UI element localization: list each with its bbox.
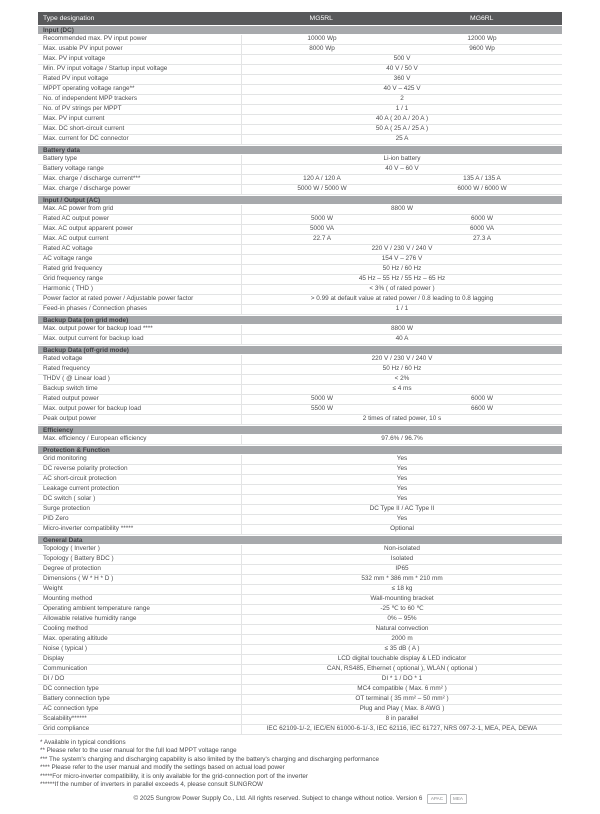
spec-label: Cooling method <box>43 625 88 633</box>
spec-value: Plug and Play ( Max. 8 AWG ) <box>359 705 445 713</box>
spec-value: Yes <box>396 485 408 493</box>
spec-row <box>38 675 562 685</box>
spec-row <box>38 95 562 105</box>
spec-values <box>241 185 562 194</box>
spec-values <box>241 495 562 504</box>
spec-values <box>241 135 562 144</box>
spec-value: 45 Hz – 55 Hz / 55 Hz – 65 Hz <box>358 275 446 283</box>
spec-row <box>38 245 562 255</box>
spec-row <box>38 205 562 215</box>
spec-value: 50 A ( 25 A / 25 A ) <box>375 125 429 133</box>
spec-row <box>38 405 562 415</box>
spec-row <box>38 575 562 585</box>
spec-row <box>38 295 562 305</box>
spec-value: 1 / 1 <box>395 105 409 113</box>
spec-values <box>241 575 562 584</box>
spec-label: Max. current for DC connector <box>43 135 129 143</box>
spec-row <box>38 115 562 125</box>
spec-value: 2 <box>400 95 404 103</box>
spec-values <box>241 295 562 304</box>
spec-values <box>241 585 562 594</box>
spec-label: Dimensions ( W * H * D ) <box>43 575 114 583</box>
spec-values <box>241 375 562 384</box>
spec-values <box>241 385 562 394</box>
section-header: Input / Output (AC) <box>38 195 562 205</box>
spec-row <box>38 85 562 95</box>
spec-row <box>38 565 562 575</box>
spec-value: 97.6% / 96.7% <box>381 435 423 443</box>
spec-values <box>241 565 562 574</box>
spec-row <box>38 505 562 515</box>
section-header: Backup Data (off-grid mode) <box>38 345 562 355</box>
spec-value: 40 V – 425 V <box>383 85 421 93</box>
spec-values <box>241 435 562 444</box>
spec-label: Grid frequency range <box>43 275 104 283</box>
spec-values <box>241 275 562 284</box>
spec-label: Max. DC short-circuit current <box>43 125 125 133</box>
spec-row <box>38 155 562 165</box>
spec-label: Rated output power <box>43 395 99 403</box>
spec-label: Display <box>43 655 64 663</box>
spec-values <box>241 235 562 244</box>
spec-row <box>38 275 562 285</box>
spec-value: 6000 W / 6000 W <box>457 185 507 193</box>
spec-row <box>38 605 562 615</box>
spec-row <box>38 435 562 445</box>
spec-label: Harmonic ( THD ) <box>43 285 93 293</box>
spec-values <box>241 285 562 294</box>
spec-row <box>38 525 562 535</box>
spec-values <box>241 525 562 534</box>
spec-row <box>38 325 562 335</box>
spec-values <box>241 215 562 224</box>
spec-label: AC voltage range <box>43 255 93 263</box>
spec-value: 50 Hz / 60 Hz <box>382 365 422 373</box>
spec-values <box>241 335 562 344</box>
spec-value: 27.3 A <box>472 235 492 243</box>
spec-value: 500 V <box>393 55 411 63</box>
spec-values <box>241 85 562 94</box>
spec-value: 154 V – 276 V <box>381 255 423 263</box>
spec-values <box>241 65 562 74</box>
footnotes <box>40 739 564 789</box>
section-header: General Data <box>38 535 562 545</box>
spec-row <box>38 125 562 135</box>
spec-values <box>241 505 562 514</box>
spec-value: 220 V / 230 V / 240 V <box>371 245 433 253</box>
spec-label: Peak output power <box>43 415 97 423</box>
spec-value: 220 V / 230 V / 240 V <box>371 355 433 363</box>
spec-label: Weight <box>43 585 63 593</box>
footer <box>0 794 600 804</box>
footnote-line: ** Please refer to the user manual for the full load MPPT voltage range <box>40 747 237 755</box>
spec-row <box>38 215 562 225</box>
spec-label: Noise ( typical ) <box>43 645 88 653</box>
spec-values <box>241 605 562 614</box>
spec-values <box>241 725 562 734</box>
spec-row <box>38 165 562 175</box>
spec-values <box>241 265 562 274</box>
spec-values <box>241 175 562 184</box>
spec-value: Isolated <box>390 555 414 563</box>
spec-label: Power factor at rated power / Adjustable power factor <box>43 295 194 303</box>
spec-values <box>241 455 562 464</box>
spec-values <box>241 95 562 104</box>
spec-values <box>241 405 562 414</box>
spec-row <box>38 185 562 195</box>
spec-label: Topology ( Inverter ) <box>43 545 100 553</box>
spec-value: Optional <box>390 525 414 533</box>
spec-value: 40 A <box>395 335 409 343</box>
spec-row <box>38 35 562 45</box>
spec-label: Max. output power for backup load **** <box>43 325 153 333</box>
spec-row <box>38 175 562 185</box>
spec-label: DI / DO <box>43 675 65 683</box>
spec-row <box>38 685 562 695</box>
spec-row <box>38 705 562 715</box>
spec-row <box>38 695 562 705</box>
spec-row <box>38 495 562 505</box>
section-header: Efficiency <box>38 425 562 435</box>
spec-value: Yes <box>396 515 408 523</box>
spec-label: Max. charge / discharge current*** <box>43 175 141 183</box>
spec-value: 22.7 A <box>312 235 332 243</box>
footnote-line: **** Please refer to the user manual and modify the settings based on actual load power <box>40 764 285 772</box>
section-header: Backup Data (on grid mode) <box>38 315 562 325</box>
spec-values <box>241 555 562 564</box>
spec-value: < 2% <box>394 375 410 383</box>
spec-values <box>241 415 562 424</box>
spec-row <box>38 75 562 85</box>
region-badge: MEA <box>450 794 467 804</box>
spec-label: Max. AC output apparent power <box>43 225 133 233</box>
spec-value: Yes <box>396 455 408 463</box>
spec-value: < 3% ( of rated power ) <box>369 285 435 293</box>
spec-values <box>241 485 562 494</box>
spec-row <box>38 385 562 395</box>
spec-row <box>38 305 562 315</box>
spec-table-body <box>38 25 562 735</box>
spec-value: 5500 W <box>310 405 334 413</box>
spec-values <box>241 475 562 484</box>
spec-values <box>241 355 562 364</box>
spec-label: Backup switch time <box>43 385 98 393</box>
spec-values <box>241 55 562 64</box>
spec-value: -25 ℃ to 60 ℃ <box>380 605 424 613</box>
spec-label: MPPT operating voltage range** <box>43 85 135 93</box>
spec-values <box>241 35 562 44</box>
spec-label: Rated frequency <box>43 365 90 373</box>
spec-value: 8000 Wp <box>309 45 335 53</box>
spec-values <box>241 155 562 164</box>
spec-value: Yes <box>396 495 408 503</box>
spec-label: Max. charge / discharge power <box>43 185 131 193</box>
spec-value: > 0.99 at default value at rated power / 0.8 leading to 0.8 lagging <box>310 295 494 303</box>
header-type-designation: Type designation <box>43 15 95 22</box>
spec-row <box>38 395 562 405</box>
spec-value: 6000 VA <box>469 225 495 233</box>
spec-label: Max. output power for backup load <box>43 405 142 413</box>
spec-value: CAN, RS485, Ethernet ( optional ), WLAN ( optional ) <box>326 665 478 673</box>
spec-label: Max. output current for backup load <box>43 335 144 343</box>
spec-value: ≤ 4 ms <box>392 385 412 393</box>
spec-values <box>241 325 562 334</box>
spec-value: 40 V – 60 V <box>385 165 419 173</box>
spec-value: LCD digital touchable display & LED indicator <box>337 655 467 663</box>
spec-values <box>241 685 562 694</box>
spec-value: 0% – 95% <box>387 615 417 623</box>
spec-row <box>38 355 562 365</box>
spec-label: Micro-inverter compatibility ***** <box>43 525 134 533</box>
spec-values <box>241 715 562 724</box>
spec-values <box>241 465 562 474</box>
spec-label: Leakage current protection <box>43 485 120 493</box>
header-model-mg6rl: MG6RL <box>470 15 494 22</box>
spec-value: DC Type II / AC Type II <box>369 505 435 513</box>
spec-label: Battery type <box>43 155 78 163</box>
spec-values <box>241 305 562 314</box>
spec-value: IEC 62109-1/-2, IEC/EN 61000-6-1/-3, IEC 62116, IEC 61727, NRS 097-2-1, MEA, PEA, DEWA <box>266 725 538 733</box>
spec-values <box>241 705 562 714</box>
spec-label: Rated AC output power <box>43 215 110 223</box>
copyright-text: © 2025 Sungrow Power Supply Co., Ltd. All rights reserved. Subject to change without notice. Version 6 <box>133 795 423 803</box>
spec-value: 5000 VA <box>309 225 335 233</box>
spec-label: DC connection type <box>43 685 99 693</box>
spec-value: 120 A / 120 A <box>303 175 341 183</box>
spec-row <box>38 455 562 465</box>
spec-label: Battery voltage range <box>43 165 104 173</box>
spec-values <box>241 255 562 264</box>
spec-row <box>38 255 562 265</box>
spec-row <box>38 475 562 485</box>
spec-value: 6600 W <box>470 405 494 413</box>
spec-label: Communication <box>43 665 88 673</box>
spec-value: 10000 Wp <box>307 35 337 43</box>
spec-row <box>38 655 562 665</box>
spec-label: Rated PV input voltage <box>43 75 109 83</box>
spec-row <box>38 375 562 385</box>
spec-row <box>38 415 562 425</box>
spec-row <box>38 465 562 475</box>
spec-row <box>38 615 562 625</box>
spec-label: THDV ( @ Linear load ) <box>43 375 110 383</box>
footnote-line: *****For micro-inverter compatibility, it is only available for the grid-connection port of the inverter <box>40 772 308 780</box>
spec-values <box>241 75 562 84</box>
spec-label: DC switch ( solar ) <box>43 495 96 503</box>
spec-label: Recommended max. PV input power <box>43 35 148 43</box>
spec-value: 2000 m <box>391 635 413 643</box>
spec-value: Natural convection <box>375 625 429 633</box>
spec-label: AC connection type <box>43 705 99 713</box>
spec-value: Yes <box>396 475 408 483</box>
spec-row <box>38 585 562 595</box>
spec-label: Max. operating altitude <box>43 635 108 643</box>
spec-values <box>241 245 562 254</box>
spec-value: 2 times of rated power, 10 s <box>362 415 442 423</box>
spec-row <box>38 545 562 555</box>
spec-values <box>241 365 562 374</box>
spec-row <box>38 625 562 635</box>
spec-row <box>38 65 562 75</box>
spec-row <box>38 55 562 65</box>
header-model-mg5rl: MG5RL <box>309 15 333 22</box>
spec-row <box>38 485 562 495</box>
spec-value: Li-ion battery <box>383 155 421 163</box>
spec-row <box>38 285 562 295</box>
spec-value: 50 Hz / 60 Hz <box>382 265 422 273</box>
spec-row <box>38 635 562 645</box>
spec-value: 8800 W <box>390 205 414 213</box>
spec-values <box>241 115 562 124</box>
spec-value: 5000 W <box>310 215 334 223</box>
spec-values <box>241 205 562 214</box>
spec-value: 6000 W <box>470 395 494 403</box>
spec-table <box>38 12 562 735</box>
spec-values <box>241 645 562 654</box>
spec-row <box>38 665 562 675</box>
spec-value: Yes <box>396 465 408 473</box>
spec-label: No. of PV strings per MPPT <box>43 105 122 113</box>
spec-value: 135 A / 135 A <box>463 175 501 183</box>
spec-value: ≤ 35 dB ( A ) <box>384 645 420 653</box>
spec-values <box>241 625 562 634</box>
spec-row <box>38 715 562 725</box>
spec-value: Non-isolated <box>384 545 420 553</box>
spec-row <box>38 105 562 115</box>
spec-label: Max. PV input voltage <box>43 55 106 63</box>
spec-row <box>38 45 562 55</box>
spec-value: 25 A <box>395 135 409 143</box>
spec-label: Rated grid frequency <box>43 265 103 273</box>
spec-row <box>38 135 562 145</box>
spec-row <box>38 595 562 605</box>
spec-values <box>241 225 562 234</box>
spec-label: Allowable relative humidity range <box>43 615 137 623</box>
spec-value: 8800 W <box>390 325 414 333</box>
spec-label: Max. AC output current <box>43 235 109 243</box>
spec-label: No. of independent MPP trackers <box>43 95 138 103</box>
footer-badges <box>427 794 466 804</box>
spec-values <box>241 165 562 174</box>
spec-value: 40 V / 50 V <box>386 65 418 73</box>
spec-value: 40 A ( 20 A / 20 A ) <box>375 115 429 123</box>
spec-value: MC4 compatible ( Max. 6 mm² ) <box>357 685 447 693</box>
spec-label: Rated voltage <box>43 355 83 363</box>
spec-label: Topology ( Battery BDC ) <box>43 555 114 563</box>
section-header: Input (DC) <box>38 25 562 35</box>
spec-value: ≤ 18 kg <box>391 585 413 593</box>
spec-row <box>38 235 562 245</box>
spec-label: Max. PV input current <box>43 115 105 123</box>
spec-label: Max. AC power from grid <box>43 205 114 213</box>
spec-value: 360 V <box>393 75 411 83</box>
spec-value: 6000 W <box>470 215 494 223</box>
spec-label: PID Zero <box>43 515 69 523</box>
spec-values <box>241 515 562 524</box>
spec-label: Battery connection type <box>43 695 110 703</box>
table-header-row <box>38 12 562 25</box>
section-header: Battery data <box>38 145 562 155</box>
spec-values <box>241 395 562 404</box>
spec-label: DC reverse polarity protection <box>43 465 128 473</box>
spec-values <box>241 595 562 604</box>
spec-values <box>241 45 562 54</box>
spec-row <box>38 515 562 525</box>
footnote-line: * Available in typical conditions <box>40 739 126 746</box>
spec-values <box>241 125 562 134</box>
spec-value: DI * 1 / DO * 1 <box>381 675 423 683</box>
spec-label: Grid monitoring <box>43 455 87 463</box>
spec-value: 532 mm * 386 mm * 210 mm <box>361 575 443 583</box>
region-badge: APAC <box>427 794 446 804</box>
spec-value: 5000 W <box>310 395 334 403</box>
spec-label: Degree of protection <box>43 565 101 573</box>
spec-row <box>38 335 562 345</box>
spec-label: Grid compliance <box>43 725 90 733</box>
spec-value: 12000 Wp <box>467 35 497 43</box>
footnote-line: ******If the number of inverters in parallel exceeds 4, please consult SUNGROW <box>40 781 263 789</box>
spec-row <box>38 265 562 275</box>
spec-values <box>241 545 562 554</box>
spec-label: Max. efficiency / European efficiency <box>43 435 147 443</box>
footnote-line: *** The system's charging and discharging capability is also limited by the battery's charging and discharging performance <box>40 755 380 763</box>
spec-values <box>241 655 562 664</box>
spec-value: OT terminal ( 35 mm² – 50 mm² ) <box>355 695 449 703</box>
spec-label: Feed-in phases / Connection phases <box>43 305 148 313</box>
spec-row <box>38 365 562 375</box>
spec-values <box>241 105 562 114</box>
spec-label: Rated AC voltage <box>43 245 93 253</box>
spec-row <box>38 225 562 235</box>
spec-label: AC short-circuit protection <box>43 475 117 483</box>
spec-label: Mounting method <box>43 595 93 603</box>
spec-label: Max. usable PV input power <box>43 45 123 53</box>
spec-values <box>241 675 562 684</box>
spec-value: IP65 <box>395 565 409 573</box>
spec-row <box>38 645 562 655</box>
spec-value: 8 in parallel <box>385 715 419 723</box>
spec-values <box>241 635 562 644</box>
spec-label: Surge protection <box>43 505 90 513</box>
spec-label: Min. PV input voltage / Startup input voltage <box>43 65 168 73</box>
spec-value: 1 / 1 <box>395 305 409 313</box>
spec-values <box>241 615 562 624</box>
spec-label: Scalability****** <box>43 715 87 723</box>
spec-label: Operating ambient temperature range <box>43 605 150 613</box>
spec-value: 5000 W / 5000 W <box>297 185 347 193</box>
spec-value: 9600 Wp <box>469 45 495 53</box>
spec-row <box>38 555 562 565</box>
spec-row <box>38 725 562 735</box>
spec-values <box>241 665 562 674</box>
section-header: Protection & Function <box>38 445 562 455</box>
spec-value: Wall-mounting bracket <box>370 595 434 603</box>
spec-values <box>241 695 562 704</box>
